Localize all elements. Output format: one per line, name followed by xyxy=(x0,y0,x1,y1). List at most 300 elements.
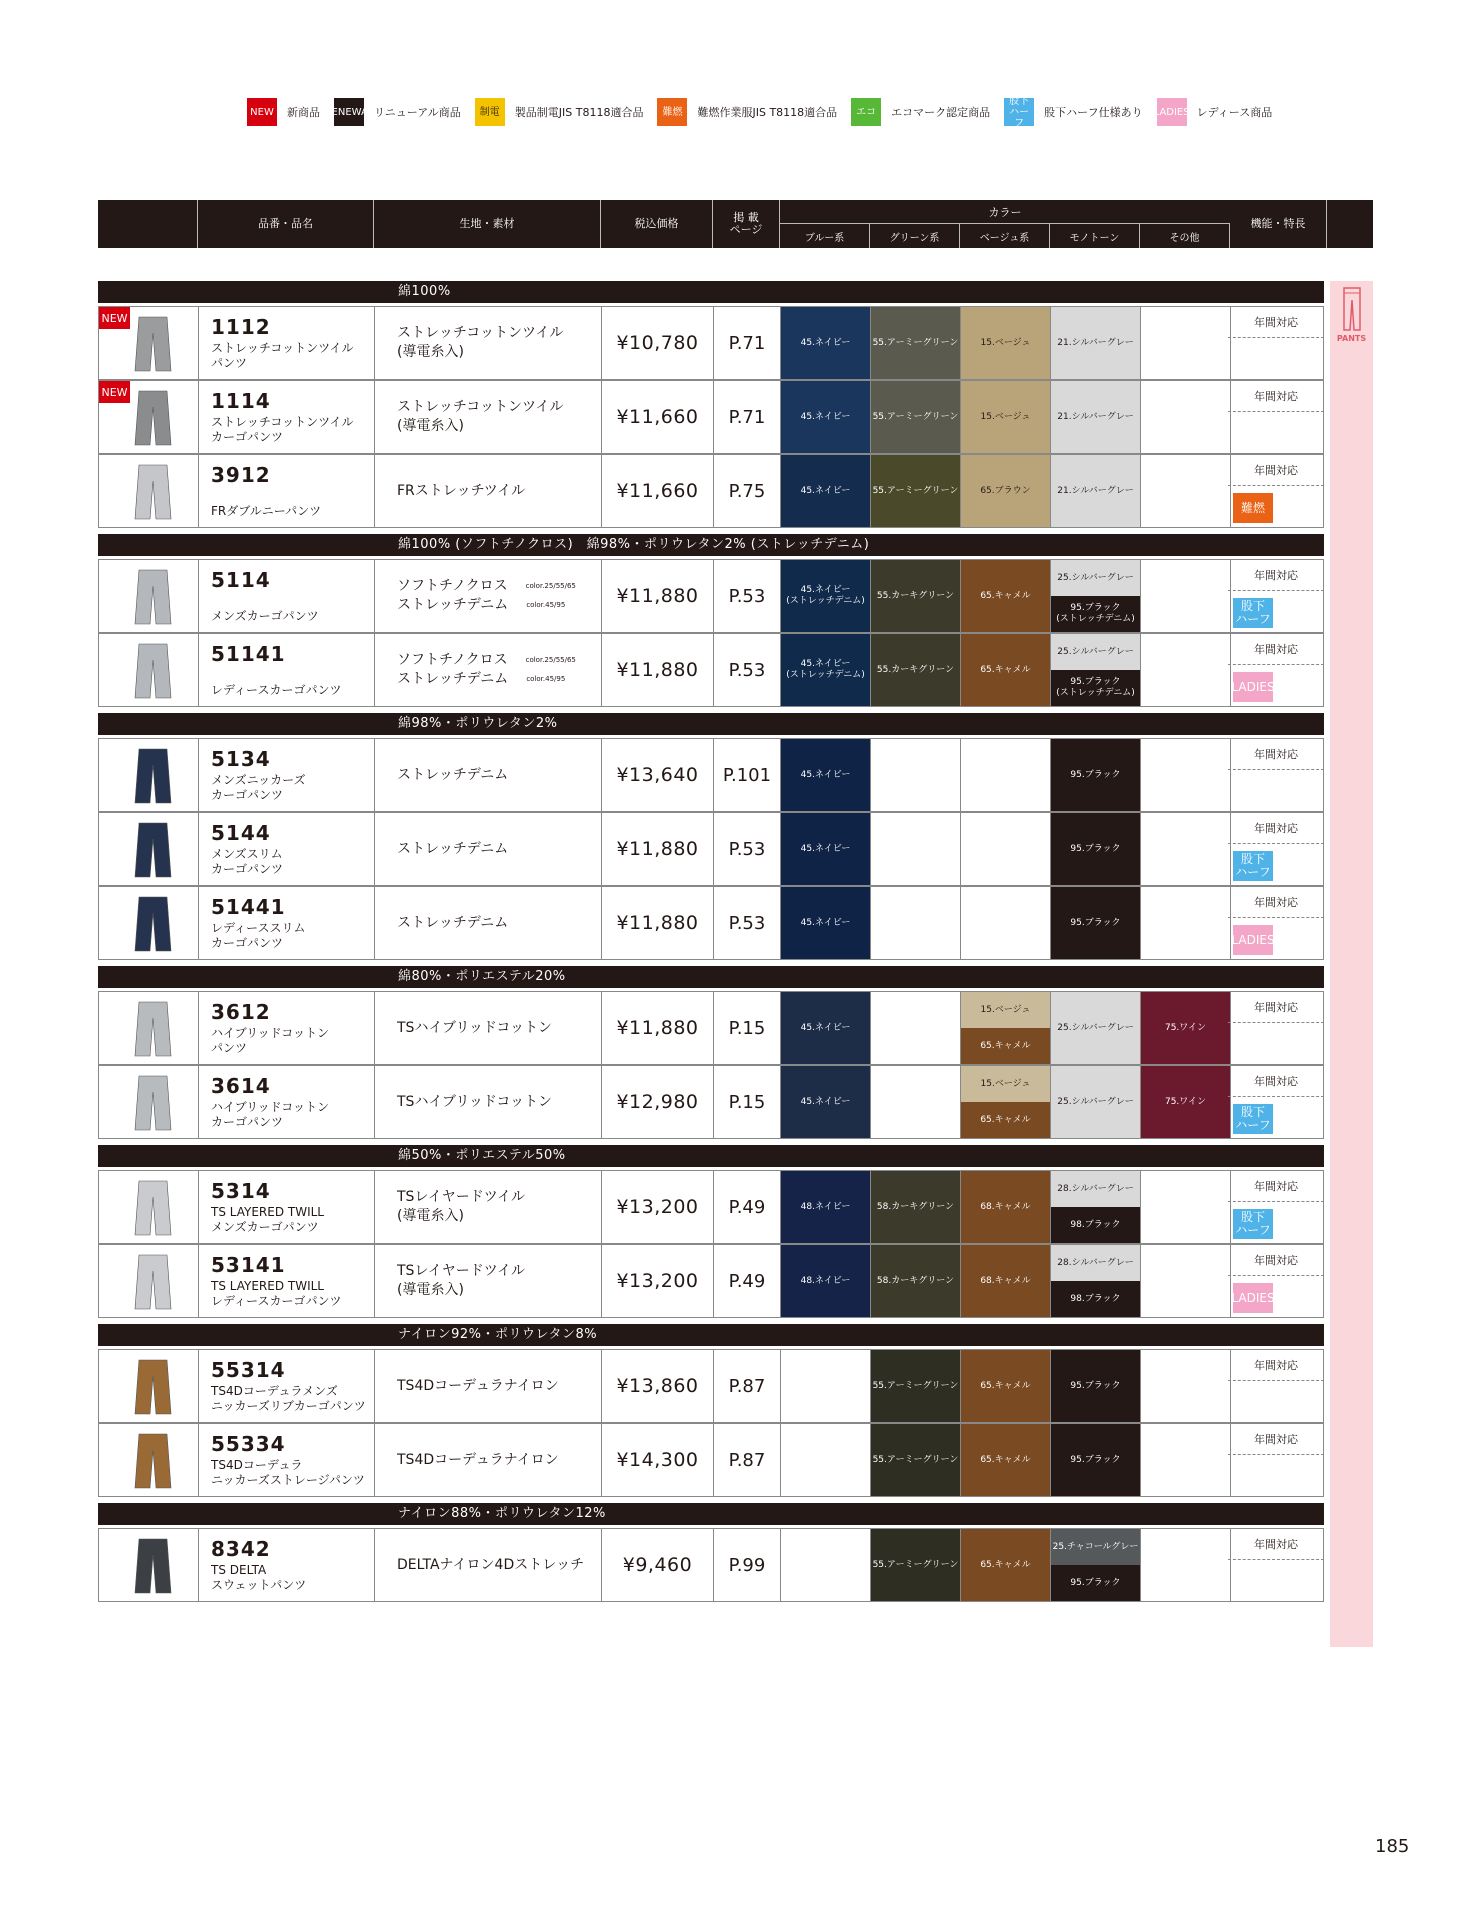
color-cell xyxy=(871,887,961,959)
color-cell xyxy=(1051,1424,1141,1496)
legend-badge: NEW xyxy=(247,98,277,126)
section-header: 綿50%・ポリエステル50% xyxy=(98,1145,1324,1167)
material-name: (導電糸入) xyxy=(397,1208,464,1224)
color-cell xyxy=(781,1245,871,1317)
color-swatch: 65.キャメル xyxy=(961,560,1050,632)
function-cell xyxy=(1228,739,1325,811)
product-name-cell xyxy=(199,887,375,959)
material-list xyxy=(397,560,576,632)
color-cell xyxy=(781,455,871,527)
color-swatch: 95.ブラック (ストレッチデニム) xyxy=(1051,596,1140,632)
material-list xyxy=(397,1245,525,1317)
color-cell xyxy=(961,739,1051,811)
color-cell xyxy=(871,381,961,453)
function-cell xyxy=(1228,1066,1325,1138)
product-image-cell xyxy=(99,887,199,959)
color-cell xyxy=(781,1350,871,1422)
color-swatch: 95.ブラック xyxy=(1051,739,1140,811)
product-code: 8342 xyxy=(211,1537,271,1561)
pants-image xyxy=(131,642,175,700)
color-swatch: 65.キャメル xyxy=(961,1350,1050,1422)
color-cell xyxy=(871,1529,961,1601)
price: ¥12,980 xyxy=(602,1066,714,1138)
material-cell xyxy=(375,1066,602,1138)
color-cell xyxy=(871,634,961,706)
season-label: 年間対応 xyxy=(1228,1245,1324,1276)
feature-badge: 股下 ハーフ xyxy=(1233,851,1273,881)
header-page: 掲 載 ページ xyxy=(713,200,780,248)
material-cell xyxy=(375,560,602,632)
table-row xyxy=(98,1065,1324,1139)
color-cell xyxy=(1051,1066,1141,1138)
material-name: ストレッチデニム xyxy=(397,914,509,931)
color-cell xyxy=(871,1424,961,1496)
product-code: 3614 xyxy=(211,1074,271,1098)
color-cell xyxy=(1141,1424,1231,1496)
color-cell xyxy=(961,1424,1051,1496)
pants-image xyxy=(131,389,175,447)
header-color-subcol: ブルー系 xyxy=(780,224,870,248)
color-cell xyxy=(1141,739,1231,811)
color-swatch: 75.ワイン xyxy=(1141,992,1230,1064)
color-swatch: 65.キャメル xyxy=(961,1424,1050,1496)
material-line xyxy=(397,914,508,933)
season-label: 年間対応 xyxy=(1228,455,1324,486)
legend-text: エコマーク認定商品 xyxy=(891,106,991,119)
pants-image xyxy=(131,1432,175,1490)
price: ¥11,660 xyxy=(602,381,714,453)
material-name: ストレッチデニム xyxy=(397,840,509,857)
product-code: 51441 xyxy=(211,895,286,919)
material-line xyxy=(397,1207,525,1226)
pants-image xyxy=(131,463,175,521)
color-swatch: 28.シルバーグレー xyxy=(1051,1245,1140,1281)
color-cell xyxy=(1051,992,1141,1064)
material-list xyxy=(397,455,525,527)
color-cell xyxy=(871,813,961,885)
product-code: 5314 xyxy=(211,1179,271,1203)
season-label: 年間対応 xyxy=(1228,1350,1324,1381)
color-swatch: 95.ブラック xyxy=(1051,1565,1140,1601)
material-line xyxy=(397,1019,552,1038)
material-name: TSレイヤードツイル xyxy=(397,1263,526,1279)
season-label: 年間対応 xyxy=(1228,634,1324,665)
material-list xyxy=(397,1350,559,1422)
color-cell xyxy=(961,1171,1051,1243)
catalog-page: P.99 xyxy=(714,1529,781,1601)
product-code: 51141 xyxy=(211,642,286,666)
color-swatch: 15.ベージュ xyxy=(961,1066,1050,1102)
color-cell xyxy=(1141,813,1231,885)
product-image-cell xyxy=(99,560,199,632)
product-image-cell xyxy=(99,307,199,379)
color-cell xyxy=(871,1171,961,1243)
color-cell xyxy=(961,1529,1051,1601)
new-badge: NEW xyxy=(99,307,130,329)
header-function: 機能・特長 xyxy=(1230,200,1327,248)
material-line xyxy=(397,482,525,501)
product-name: メンズスリム カーゴパンツ xyxy=(211,847,284,876)
color-swatch: 55.アーミーグリーン xyxy=(871,381,960,453)
material-cell xyxy=(375,1424,602,1496)
color-cell xyxy=(1051,1171,1141,1243)
color-cell xyxy=(1051,739,1141,811)
color-cell xyxy=(781,813,871,885)
color-cell xyxy=(961,455,1051,527)
legend-text: レディース商品 xyxy=(1196,106,1273,119)
product-name: ハイブリッドコットン カーゴパンツ xyxy=(211,1100,329,1129)
material-cell xyxy=(375,455,602,527)
pants-image xyxy=(131,747,175,805)
material-cell xyxy=(375,813,602,885)
color-swatch: 95.ブラック xyxy=(1051,813,1140,885)
material-line xyxy=(397,651,576,670)
function-cell xyxy=(1228,887,1325,959)
color-cell xyxy=(871,1350,961,1422)
color-cell xyxy=(1051,381,1141,453)
color-cell xyxy=(1141,634,1231,706)
table-row xyxy=(98,1349,1324,1423)
color-cell xyxy=(961,634,1051,706)
catalog-page: P.53 xyxy=(714,813,781,885)
material-name: ストレッチコットンツイル xyxy=(397,399,564,415)
function-cell xyxy=(1228,992,1325,1064)
pants-image xyxy=(131,1179,175,1237)
material-list xyxy=(397,813,508,885)
color-swatch: 15.ベージュ xyxy=(961,307,1050,379)
color-cell xyxy=(781,1171,871,1243)
function-cell xyxy=(1228,560,1325,632)
material-name: (導電糸入) xyxy=(397,418,464,434)
material-name: ストレッチデニム xyxy=(397,597,509,613)
material-line xyxy=(397,596,576,615)
color-swatch: 48.ネイビー xyxy=(781,1171,870,1243)
material-line xyxy=(397,1556,584,1575)
color-cell xyxy=(781,1424,871,1496)
price: ¥13,860 xyxy=(602,1350,714,1422)
product-code: 1114 xyxy=(211,389,271,413)
color-swatch: 65.キャメル xyxy=(961,1529,1050,1601)
color-cell xyxy=(961,1245,1051,1317)
table-row xyxy=(98,454,1324,528)
material-name: ストレッチコットンツイル xyxy=(397,325,564,341)
product-image-cell xyxy=(99,381,199,453)
product-name-cell xyxy=(199,1171,375,1243)
legend-item xyxy=(851,98,990,126)
material-line xyxy=(397,343,563,362)
table-row xyxy=(98,306,1324,380)
price: ¥14,300 xyxy=(602,1424,714,1496)
material-list xyxy=(397,1424,559,1496)
material-list xyxy=(397,887,508,959)
material-name: ソフトチノクロス xyxy=(397,578,508,594)
material-line xyxy=(397,324,563,343)
catalog-page: P.75 xyxy=(714,455,781,527)
legend-badge: 難燃 xyxy=(657,98,687,126)
legend-text: リニューアル商品 xyxy=(374,106,461,119)
feature-badge: 股下 ハーフ xyxy=(1233,1209,1273,1239)
product-name-cell xyxy=(199,813,375,885)
catalog-page: P.53 xyxy=(714,887,781,959)
color-cell xyxy=(1141,1171,1231,1243)
color-cell xyxy=(1051,1529,1141,1601)
color-swatch: 45.ネイビー xyxy=(781,887,870,959)
legend-badge: エコ xyxy=(851,98,881,126)
legend-item xyxy=(324,98,461,126)
color-swatch: 55.カーキグリーン xyxy=(871,560,960,632)
material-cell xyxy=(375,1245,602,1317)
season-label: 年間対応 xyxy=(1228,813,1324,844)
function-cell xyxy=(1228,381,1325,453)
color-swatch: 55.アーミーグリーン xyxy=(871,1350,960,1422)
color-swatch: 45.ネイビー (ストレッチデニム) xyxy=(781,560,870,632)
color-swatch: 58.カーキグリーン xyxy=(871,1171,960,1243)
price: ¥9,460 xyxy=(602,1529,714,1601)
legend-badge: RENEWAL xyxy=(334,98,364,126)
color-cell xyxy=(961,381,1051,453)
material-name: (導電糸入) xyxy=(397,344,464,360)
product-image-cell xyxy=(99,1171,199,1243)
section-header: 綿80%・ポリエステル20% xyxy=(98,966,1324,988)
season-label: 年間対応 xyxy=(1228,887,1324,918)
header-color-subcol: グリーン系 xyxy=(870,224,960,248)
color-swatch: 28.シルバーグレー xyxy=(1051,1171,1140,1207)
product-image-cell xyxy=(99,992,199,1064)
color-swatch: 95.ブラック xyxy=(1051,1424,1140,1496)
product-name-cell xyxy=(199,381,375,453)
material-cell xyxy=(375,307,602,379)
material-cell xyxy=(375,634,602,706)
color-swatch: 45.ネイビー (ストレッチデニム) xyxy=(781,634,870,706)
product-name-cell xyxy=(199,560,375,632)
header-price: 税込価格 xyxy=(601,200,713,248)
color-swatch: 45.ネイビー xyxy=(781,455,870,527)
pants-image xyxy=(131,1074,175,1132)
product-code: 3912 xyxy=(211,463,271,487)
material-line xyxy=(397,1093,552,1112)
price: ¥13,200 xyxy=(602,1245,714,1317)
price: ¥13,640 xyxy=(602,739,714,811)
color-swatch: 55.アーミーグリーン xyxy=(871,1529,960,1601)
feature-badge: 股下 ハーフ xyxy=(1233,598,1273,628)
season-label: 年間対応 xyxy=(1228,560,1324,591)
table-row xyxy=(98,1170,1324,1244)
product-name: TS LAYERED TWILL メンズカーゴパンツ xyxy=(211,1205,324,1234)
product-code: 55314 xyxy=(211,1358,286,1382)
material-name: (導電糸入) xyxy=(397,1282,464,1298)
section-header: 綿100% (ソフトチノクロス) 綿98%・ポリウレタン2% (ストレッチデニム) xyxy=(98,534,1324,556)
color-cell xyxy=(871,1245,961,1317)
legend-badge: 股下 ハーフ xyxy=(1004,98,1034,126)
material-cell xyxy=(375,381,602,453)
color-cell xyxy=(1141,992,1231,1064)
color-swatch: 65.キャメル xyxy=(961,1102,1050,1138)
material-line xyxy=(397,577,576,596)
color-cell xyxy=(781,887,871,959)
color-cell xyxy=(1141,887,1231,959)
catalog-page: P.71 xyxy=(714,381,781,453)
color-cell xyxy=(1051,560,1141,632)
material-line xyxy=(397,766,508,785)
table-row xyxy=(98,1423,1324,1497)
catalog-page: P.49 xyxy=(714,1245,781,1317)
material-list xyxy=(397,1529,584,1601)
color-swatch: 21.シルバーグレー xyxy=(1051,307,1140,379)
color-cell xyxy=(1141,455,1231,527)
material-list xyxy=(397,1066,552,1138)
color-cell xyxy=(1051,1350,1141,1422)
catalog-page: P.87 xyxy=(714,1424,781,1496)
product-name: メンズカーゴパンツ xyxy=(211,609,319,623)
color-cell xyxy=(1051,634,1141,706)
material-list xyxy=(397,1171,525,1243)
section-header: ナイロン88%・ポリウレタン12% xyxy=(98,1503,1324,1525)
color-cell xyxy=(781,560,871,632)
color-swatch: 58.カーキグリーン xyxy=(871,1245,960,1317)
color-swatch: 45.ネイビー xyxy=(781,992,870,1064)
color-swatch: 95.ブラック (ストレッチデニム) xyxy=(1051,670,1140,706)
pants-image xyxy=(131,315,175,373)
material-name: ソフトチノクロス xyxy=(397,652,508,668)
product-name: TS LAYERED TWILL レディースカーゴパンツ xyxy=(211,1279,342,1308)
product-code: 5144 xyxy=(211,821,271,845)
material-cell xyxy=(375,887,602,959)
product-image-cell xyxy=(99,455,199,527)
material-line xyxy=(397,840,508,859)
price: ¥11,880 xyxy=(602,813,714,885)
color-cell xyxy=(871,1066,961,1138)
color-cell xyxy=(781,1529,871,1601)
product-code: 5114 xyxy=(211,568,271,592)
price: ¥11,880 xyxy=(602,560,714,632)
product-name: ストレッチコットンツイル カーゴパンツ xyxy=(211,415,354,444)
material-list xyxy=(397,992,552,1064)
page-number: 185 xyxy=(1375,1836,1410,1857)
material-color-note: color.25/55/65 xyxy=(525,656,576,664)
legend-item xyxy=(475,98,644,126)
color-swatch: 25.シルバーグレー xyxy=(1051,560,1140,596)
color-cell xyxy=(781,634,871,706)
season-label: 年間対応 xyxy=(1228,307,1324,338)
color-swatch: 45.ネイビー xyxy=(781,739,870,811)
material-cell xyxy=(375,1350,602,1422)
material-line xyxy=(397,417,563,436)
table-row xyxy=(98,1244,1324,1318)
color-cell xyxy=(961,1066,1051,1138)
material-name: ストレッチデニム xyxy=(397,766,509,783)
catalog-page: P.101 xyxy=(714,739,781,811)
material-name: FRストレッチツイル xyxy=(397,482,526,499)
material-line xyxy=(397,1377,559,1396)
material-name: TS4Dコーデュラナイロン xyxy=(397,1377,559,1394)
color-cell xyxy=(1141,560,1231,632)
function-cell xyxy=(1228,1424,1325,1496)
catalog-page: P.53 xyxy=(714,560,781,632)
color-swatch: 98.ブラック xyxy=(1051,1207,1140,1243)
product-name-cell xyxy=(199,1245,375,1317)
price: ¥11,880 xyxy=(602,992,714,1064)
product-name: ハイブリッドコットン パンツ xyxy=(211,1026,329,1055)
section-header: 綿98%・ポリウレタン2% xyxy=(98,713,1324,735)
table-row xyxy=(98,886,1324,960)
pants-image xyxy=(131,821,175,879)
header-color-subcol: モノトーン xyxy=(1050,224,1140,248)
product-name: レディーススリム カーゴパンツ xyxy=(211,921,306,950)
function-cell xyxy=(1228,813,1325,885)
material-name: TSハイブリッドコットン xyxy=(397,1093,553,1110)
material-color-note: color.45/95 xyxy=(526,601,566,609)
table-row xyxy=(98,380,1324,454)
price: ¥13,200 xyxy=(602,1171,714,1243)
product-code: 3612 xyxy=(211,1000,271,1024)
legend-badge: 制電 xyxy=(475,98,505,126)
color-swatch: 65.キャメル xyxy=(961,1028,1050,1064)
catalog-page: P.15 xyxy=(714,1066,781,1138)
product-name-cell xyxy=(199,1066,375,1138)
season-label: 年間対応 xyxy=(1228,381,1324,412)
legend-badge: LADIES xyxy=(1157,98,1187,126)
legend-item xyxy=(657,98,837,126)
function-cell xyxy=(1228,307,1325,379)
header-color-subcol: その他 xyxy=(1140,224,1230,248)
product-name: レディースカーゴパンツ xyxy=(211,683,342,697)
product-code: 1112 xyxy=(211,315,271,339)
color-swatch: 65.ブラウン xyxy=(961,455,1050,527)
legend-text: 新商品 xyxy=(287,106,320,119)
material-color-note: color.25/55/65 xyxy=(525,582,576,590)
product-code: 5134 xyxy=(211,747,271,771)
color-swatch: 68.キャメル xyxy=(961,1171,1050,1243)
color-swatch: 55.アーミーグリーン xyxy=(871,307,960,379)
color-swatch: 45.ネイビー xyxy=(781,307,870,379)
feature-badge: LADIES xyxy=(1233,1283,1273,1313)
color-cell xyxy=(1051,1245,1141,1317)
color-cell xyxy=(961,307,1051,379)
pants-icon xyxy=(1342,286,1362,332)
product-name: TS4Dコーデュラメンズ ニッカーズリブカーゴパンツ xyxy=(211,1384,366,1413)
price: ¥11,660 xyxy=(602,455,714,527)
material-list xyxy=(397,739,508,811)
product-name: メンズニッカーズ カーゴパンツ xyxy=(211,773,306,802)
legend-text: 難燃作業服JIS T8118適合品 xyxy=(697,106,838,119)
product-image-cell xyxy=(99,634,199,706)
function-cell xyxy=(1228,1171,1325,1243)
color-swatch: 95.ブラック xyxy=(1051,1350,1140,1422)
color-swatch: 45.ネイビー xyxy=(781,813,870,885)
catalog-page: P.87 xyxy=(714,1350,781,1422)
color-cell xyxy=(1051,455,1141,527)
header-name: 品番・品名 xyxy=(198,200,374,248)
table-row xyxy=(98,991,1324,1065)
table-row xyxy=(98,559,1324,633)
material-list xyxy=(397,307,563,379)
feature-badge: LADIES xyxy=(1233,672,1273,702)
pants-image xyxy=(131,1253,175,1311)
feature-badge: 股下 ハーフ xyxy=(1233,1104,1273,1134)
product-name-cell xyxy=(199,307,375,379)
pants-image xyxy=(131,1537,175,1595)
color-cell xyxy=(1051,887,1141,959)
color-cell xyxy=(1141,1066,1231,1138)
color-swatch: 21.シルバーグレー xyxy=(1051,455,1140,527)
color-cell xyxy=(961,992,1051,1064)
color-cell xyxy=(1141,1245,1231,1317)
product-name: TS DELTA スウェットパンツ xyxy=(211,1563,307,1592)
product-code: 53141 xyxy=(211,1253,286,1277)
season-label: 年間対応 xyxy=(1228,739,1324,770)
material-line xyxy=(397,398,563,417)
category-sidebar xyxy=(1330,281,1373,1647)
